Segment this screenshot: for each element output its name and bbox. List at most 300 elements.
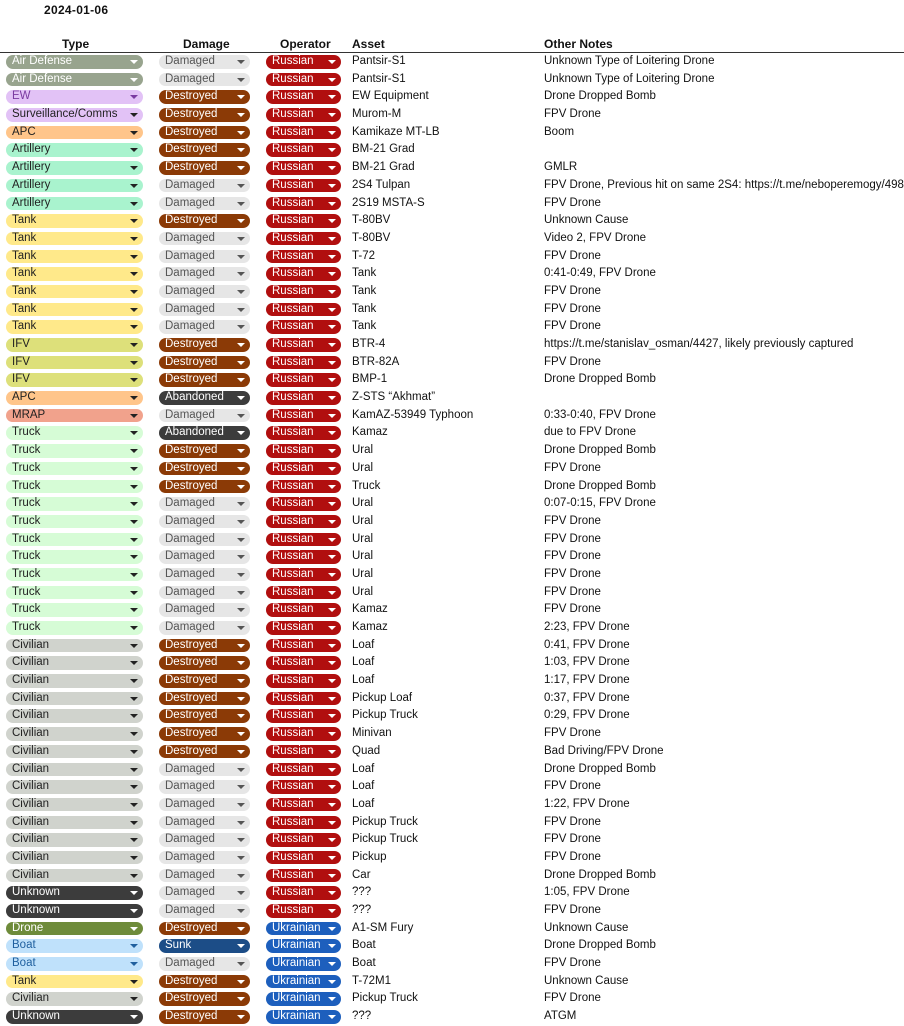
operator-value: Russian — [272, 249, 314, 262]
asset-cell: BTR-82A — [352, 355, 400, 368]
operator-dropdown[interactable] — [266, 727, 341, 741]
table-row — [0, 566, 904, 584]
type-dropdown[interactable] — [6, 692, 143, 706]
damage-value: Destroyed — [165, 143, 218, 156]
operator-value: Russian — [272, 214, 314, 227]
damage-dropdown[interactable] — [159, 391, 250, 405]
asset-cell: Pickup Truck — [352, 815, 418, 828]
notes-cell: 1:03, FPV Drone — [544, 656, 630, 669]
type-dropdown[interactable] — [6, 939, 143, 953]
operator-dropdown[interactable] — [266, 621, 341, 635]
table-row — [0, 195, 904, 213]
damage-dropdown[interactable] — [159, 533, 250, 547]
damage-dropdown[interactable] — [159, 674, 250, 688]
asset-cell: Pickup — [352, 850, 387, 863]
asset-cell: 2S19 MSTA-S — [352, 196, 425, 209]
damage-dropdown[interactable] — [159, 586, 250, 600]
type-dropdown[interactable] — [6, 886, 143, 900]
operator-dropdown[interactable] — [266, 409, 341, 423]
notes-cell: Drone Dropped Bomb — [544, 479, 656, 492]
type-value: Tank — [12, 267, 37, 280]
operator-dropdown[interactable] — [266, 533, 341, 547]
operator-dropdown[interactable] — [266, 303, 341, 317]
damage-value: Damaged — [165, 408, 215, 421]
dropdown-arrow-icon — [237, 997, 245, 1001]
operator-dropdown[interactable] — [266, 73, 341, 87]
operator-dropdown[interactable] — [266, 356, 341, 370]
dropdown-arrow-icon — [130, 308, 138, 312]
type-dropdown[interactable] — [6, 763, 143, 777]
table-row — [0, 318, 904, 336]
operator-value: Russian — [272, 302, 314, 315]
damage-value: Damaged — [165, 904, 215, 916]
operator-dropdown[interactable] — [266, 444, 341, 458]
damage-dropdown[interactable] — [159, 568, 250, 582]
damage-dropdown[interactable] — [159, 833, 250, 847]
dropdown-arrow-icon — [130, 467, 138, 471]
type-dropdown[interactable] — [6, 426, 143, 440]
type-dropdown[interactable] — [6, 356, 143, 370]
damage-dropdown[interactable] — [159, 975, 250, 989]
damage-dropdown[interactable] — [159, 214, 250, 228]
damage-value: Damaged — [165, 797, 215, 810]
operator-dropdown[interactable] — [266, 745, 341, 759]
dropdown-arrow-icon — [130, 290, 138, 294]
type-dropdown[interactable] — [6, 550, 143, 564]
dropdown-arrow-icon — [237, 909, 245, 913]
damage-dropdown[interactable] — [159, 285, 250, 299]
damage-dropdown[interactable] — [159, 444, 250, 458]
type-dropdown[interactable] — [6, 267, 143, 281]
asset-cell: Ural — [352, 444, 374, 457]
operator-dropdown[interactable] — [266, 568, 341, 582]
type-dropdown[interactable] — [6, 480, 143, 494]
notes-cell: FPV Drone — [544, 567, 601, 580]
dropdown-arrow-icon — [237, 343, 245, 347]
type-value: Tank — [12, 974, 37, 987]
type-dropdown[interactable] — [6, 462, 143, 476]
damage-value: Damaged — [165, 868, 215, 881]
operator-dropdown[interactable] — [266, 462, 341, 476]
type-dropdown[interactable] — [6, 957, 143, 971]
damage-value: Damaged — [165, 585, 215, 598]
type-dropdown[interactable] — [6, 1010, 143, 1024]
notes-cell: FPV Drone — [544, 284, 601, 297]
table-row — [0, 672, 904, 690]
damage-dropdown[interactable] — [159, 1010, 250, 1024]
type-dropdown[interactable] — [6, 126, 143, 140]
dropdown-arrow-icon — [237, 308, 245, 312]
damage-dropdown[interactable] — [159, 780, 250, 794]
operator-dropdown[interactable] — [266, 550, 341, 564]
type-dropdown[interactable] — [6, 143, 143, 157]
damage-dropdown[interactable] — [159, 515, 250, 529]
damage-dropdown[interactable] — [159, 709, 250, 723]
notes-cell: 0:41-0:49, FPV Drone — [544, 267, 656, 280]
damage-dropdown[interactable] — [159, 621, 250, 635]
type-dropdown[interactable] — [6, 214, 143, 228]
damage-dropdown[interactable] — [159, 550, 250, 564]
damage-dropdown[interactable] — [159, 250, 250, 264]
operator-dropdown[interactable] — [266, 108, 341, 122]
type-dropdown[interactable] — [6, 197, 143, 211]
operator-dropdown[interactable] — [266, 639, 341, 653]
operator-dropdown[interactable] — [266, 1010, 341, 1024]
damage-dropdown[interactable] — [159, 126, 250, 140]
dropdown-arrow-icon — [237, 661, 245, 665]
damage-dropdown[interactable] — [159, 90, 250, 104]
dropdown-arrow-icon — [130, 502, 138, 506]
table-row — [0, 531, 904, 549]
operator-dropdown[interactable] — [266, 603, 341, 617]
operator-dropdown[interactable] — [266, 320, 341, 334]
type-dropdown[interactable] — [6, 816, 143, 830]
dropdown-arrow-icon — [237, 1015, 245, 1019]
type-value: Air Defense — [12, 55, 73, 67]
dropdown-arrow-icon — [328, 750, 336, 754]
notes-cell: 1:22, FPV Drone — [544, 797, 630, 810]
dropdown-arrow-icon — [328, 290, 336, 294]
operator-value: Russian — [272, 143, 314, 156]
damage-value: Damaged — [165, 957, 215, 970]
damage-dropdown[interactable] — [159, 922, 250, 936]
damage-value: Damaged — [165, 833, 215, 846]
damage-dropdown[interactable] — [159, 851, 250, 865]
operator-dropdown[interactable] — [266, 992, 341, 1006]
operator-value: Ukrainian — [272, 974, 321, 987]
dropdown-arrow-icon — [237, 697, 245, 701]
notes-cell: FPV Drone — [544, 320, 601, 333]
dropdown-arrow-icon — [130, 909, 138, 913]
damage-value: Abandoned — [165, 391, 224, 404]
type-dropdown[interactable] — [6, 727, 143, 741]
report-date: 2024-01-06 — [44, 3, 109, 17]
operator-dropdown[interactable] — [266, 780, 341, 794]
operator-value: Russian — [272, 90, 314, 103]
table-row — [0, 513, 904, 531]
damage-value: Damaged — [165, 178, 215, 191]
operator-dropdown[interactable] — [266, 851, 341, 865]
notes-cell: Drone Dropped Bomb — [544, 90, 656, 103]
dropdown-arrow-icon — [237, 644, 245, 648]
type-dropdown[interactable] — [6, 161, 143, 175]
damage-dropdown[interactable] — [159, 603, 250, 617]
dropdown-arrow-icon — [130, 750, 138, 754]
damage-dropdown[interactable] — [159, 320, 250, 334]
type-dropdown[interactable] — [6, 409, 143, 423]
type-dropdown[interactable] — [6, 745, 143, 759]
type-dropdown[interactable] — [6, 621, 143, 635]
damage-dropdown[interactable] — [159, 692, 250, 706]
asset-cell: Pickup Truck — [352, 709, 418, 722]
damage-dropdown[interactable] — [159, 303, 250, 317]
dropdown-arrow-icon — [130, 485, 138, 489]
damage-dropdown[interactable] — [159, 816, 250, 830]
damage-dropdown[interactable] — [159, 179, 250, 193]
column-header-notes: Other Notes — [544, 37, 613, 51]
operator-dropdown[interactable] — [266, 656, 341, 670]
dropdown-arrow-icon — [237, 538, 245, 542]
type-value: Artillery — [12, 161, 51, 174]
damage-dropdown[interactable] — [159, 55, 250, 69]
operator-dropdown[interactable] — [266, 250, 341, 264]
type-dropdown[interactable] — [6, 975, 143, 989]
operator-dropdown[interactable] — [266, 798, 341, 812]
dropdown-arrow-icon — [237, 219, 245, 223]
operator-value: Ukrainian — [272, 957, 321, 970]
dropdown-arrow-icon — [237, 679, 245, 683]
dropdown-arrow-icon — [130, 361, 138, 365]
dropdown-arrow-icon — [328, 60, 336, 64]
operator-dropdown[interactable] — [266, 391, 341, 405]
operator-dropdown[interactable] — [266, 833, 341, 847]
damage-dropdown[interactable] — [159, 656, 250, 670]
type-dropdown[interactable] — [6, 869, 143, 883]
damage-dropdown[interactable] — [159, 267, 250, 281]
operator-dropdown[interactable] — [266, 904, 341, 918]
operator-dropdown[interactable] — [266, 90, 341, 104]
operator-dropdown[interactable] — [266, 426, 341, 440]
type-value: Civilian — [12, 709, 50, 722]
operator-dropdown[interactable] — [266, 126, 341, 140]
type-dropdown[interactable] — [6, 179, 143, 193]
table-row — [0, 283, 904, 301]
type-dropdown[interactable] — [6, 250, 143, 264]
operator-dropdown[interactable] — [266, 179, 341, 193]
dropdown-arrow-icon — [130, 78, 138, 82]
damage-dropdown[interactable] — [159, 409, 250, 423]
dropdown-arrow-icon — [328, 927, 336, 931]
operator-dropdown[interactable] — [266, 816, 341, 830]
operator-dropdown[interactable] — [266, 480, 341, 494]
operator-dropdown[interactable] — [266, 886, 341, 900]
type-value: Truck — [12, 426, 41, 439]
operator-dropdown[interactable] — [266, 232, 341, 246]
operator-value: Russian — [272, 532, 314, 545]
damage-dropdown[interactable] — [159, 161, 250, 175]
type-dropdown[interactable] — [6, 373, 143, 387]
damage-dropdown[interactable] — [159, 497, 250, 511]
damage-value: Destroyed — [165, 727, 218, 740]
damage-dropdown[interactable] — [159, 338, 250, 352]
dropdown-arrow-icon — [130, 431, 138, 435]
operator-value: Russian — [272, 497, 314, 510]
damage-dropdown[interactable] — [159, 886, 250, 900]
type-dropdown[interactable] — [6, 533, 143, 547]
dropdown-arrow-icon — [130, 573, 138, 577]
operator-dropdown[interactable] — [266, 267, 341, 281]
notes-cell: ATGM — [544, 1010, 577, 1023]
dropdown-arrow-icon — [328, 308, 336, 312]
type-dropdown[interactable] — [6, 656, 143, 670]
damage-dropdown[interactable] — [159, 426, 250, 440]
operator-dropdown[interactable] — [266, 338, 341, 352]
asset-cell: T-72M1 — [352, 974, 391, 987]
dropdown-arrow-icon — [237, 272, 245, 276]
dropdown-arrow-icon — [130, 449, 138, 453]
damage-value: Damaged — [165, 621, 215, 633]
dropdown-arrow-icon — [130, 927, 138, 931]
damage-dropdown[interactable] — [159, 639, 250, 653]
operator-value: Russian — [272, 621, 314, 633]
operator-dropdown[interactable] — [266, 515, 341, 529]
type-dropdown[interactable] — [6, 338, 143, 352]
type-dropdown[interactable] — [6, 780, 143, 794]
dropdown-arrow-icon — [237, 431, 245, 435]
notes-cell: Drone Dropped Bomb — [544, 939, 656, 952]
type-dropdown[interactable] — [6, 444, 143, 458]
damage-dropdown[interactable] — [159, 197, 250, 211]
type-dropdown[interactable] — [6, 303, 143, 317]
operator-dropdown[interactable] — [266, 497, 341, 511]
damage-value: Destroyed — [165, 709, 218, 722]
type-dropdown[interactable] — [6, 568, 143, 582]
type-dropdown[interactable] — [6, 232, 143, 246]
damage-dropdown[interactable] — [159, 143, 250, 157]
type-dropdown[interactable] — [6, 320, 143, 334]
dropdown-arrow-icon — [328, 343, 336, 347]
operator-value: Russian — [272, 833, 314, 846]
operator-dropdown[interactable] — [266, 197, 341, 211]
asset-cell: Car — [352, 868, 371, 881]
asset-cell: Ural — [352, 461, 374, 474]
table-row — [0, 141, 904, 159]
asset-cell: Tank — [352, 284, 377, 297]
damage-value: Destroyed — [165, 444, 218, 457]
damage-value: Damaged — [165, 886, 215, 899]
operator-dropdown[interactable] — [266, 373, 341, 387]
type-dropdown[interactable] — [6, 851, 143, 865]
damage-dropdown[interactable] — [159, 356, 250, 370]
type-dropdown[interactable] — [6, 798, 143, 812]
dropdown-arrow-icon — [328, 166, 336, 170]
dropdown-arrow-icon — [237, 485, 245, 489]
type-dropdown[interactable] — [6, 709, 143, 723]
operator-dropdown[interactable] — [266, 709, 341, 723]
type-dropdown[interactable] — [6, 108, 143, 122]
damage-value: Damaged — [165, 196, 215, 209]
damage-dropdown[interactable] — [159, 957, 250, 971]
dropdown-arrow-icon — [328, 962, 336, 966]
damage-dropdown[interactable] — [159, 869, 250, 883]
column-header-operator: Operator — [280, 37, 331, 51]
operator-dropdown[interactable] — [266, 975, 341, 989]
dropdown-arrow-icon — [130, 60, 138, 64]
table-row — [0, 124, 904, 142]
damage-dropdown[interactable] — [159, 939, 250, 953]
operator-value: Russian — [272, 674, 314, 687]
type-dropdown[interactable] — [6, 992, 143, 1006]
type-dropdown[interactable] — [6, 603, 143, 617]
type-dropdown[interactable] — [6, 391, 143, 405]
table-row — [0, 920, 904, 938]
damage-dropdown[interactable] — [159, 462, 250, 476]
operator-value: Russian — [272, 231, 314, 244]
dropdown-arrow-icon — [130, 95, 138, 99]
table-row — [0, 814, 904, 832]
notes-cell: FPV Drone — [544, 992, 601, 1005]
dropdown-arrow-icon — [130, 838, 138, 842]
operator-dropdown[interactable] — [266, 214, 341, 228]
operator-dropdown[interactable] — [266, 692, 341, 706]
damage-dropdown[interactable] — [159, 798, 250, 812]
operator-dropdown[interactable] — [266, 674, 341, 688]
table-row — [0, 159, 904, 177]
dropdown-arrow-icon — [328, 131, 336, 135]
type-dropdown[interactable] — [6, 904, 143, 918]
dropdown-arrow-icon — [130, 1015, 138, 1019]
type-value: Artillery — [12, 178, 51, 191]
dropdown-arrow-icon — [130, 219, 138, 223]
asset-cell: ??? — [352, 1010, 372, 1023]
type-dropdown[interactable] — [6, 90, 143, 104]
dropdown-arrow-icon — [328, 1015, 336, 1019]
dropdown-arrow-icon — [328, 202, 336, 206]
damage-dropdown[interactable] — [159, 745, 250, 759]
type-dropdown[interactable] — [6, 586, 143, 600]
operator-value: Russian — [272, 744, 314, 757]
damage-dropdown[interactable] — [159, 108, 250, 122]
dropdown-arrow-icon — [130, 202, 138, 206]
dropdown-arrow-icon — [130, 679, 138, 683]
damage-dropdown[interactable] — [159, 904, 250, 918]
operator-dropdown[interactable] — [266, 161, 341, 175]
operator-dropdown[interactable] — [266, 586, 341, 600]
type-dropdown[interactable] — [6, 515, 143, 529]
dropdown-arrow-icon — [328, 997, 336, 1001]
damage-value: Sunk — [165, 939, 192, 952]
operator-dropdown[interactable] — [266, 957, 341, 971]
operator-dropdown[interactable] — [266, 55, 341, 69]
operator-dropdown[interactable] — [266, 763, 341, 777]
table-row — [0, 548, 904, 566]
dropdown-arrow-icon — [130, 166, 138, 170]
damage-dropdown[interactable] — [159, 73, 250, 87]
type-dropdown[interactable] — [6, 833, 143, 847]
notes-cell: 0:41, FPV Drone — [544, 638, 630, 651]
operator-value: Russian — [272, 850, 314, 863]
operator-dropdown[interactable] — [266, 285, 341, 299]
operator-value: Russian — [272, 603, 314, 616]
notes-cell: due to FPV Drone — [544, 426, 637, 439]
damage-dropdown[interactable] — [159, 480, 250, 494]
operator-dropdown[interactable] — [266, 939, 341, 953]
dropdown-arrow-icon — [237, 237, 245, 241]
type-dropdown[interactable] — [6, 639, 143, 653]
asset-cell: Pickup Loaf — [352, 691, 413, 704]
damage-dropdown[interactable] — [159, 373, 250, 387]
type-dropdown[interactable] — [6, 922, 143, 936]
type-dropdown[interactable] — [6, 674, 143, 688]
type-dropdown[interactable] — [6, 73, 143, 87]
operator-dropdown[interactable] — [266, 922, 341, 936]
type-dropdown[interactable] — [6, 497, 143, 511]
table-row — [0, 336, 904, 354]
operator-dropdown[interactable] — [266, 143, 341, 157]
asset-cell: EW Equipment — [352, 90, 429, 103]
type-dropdown[interactable] — [6, 55, 143, 69]
operator-value: Russian — [272, 585, 314, 598]
damage-dropdown[interactable] — [159, 763, 250, 777]
damage-dropdown[interactable] — [159, 992, 250, 1006]
damage-dropdown[interactable] — [159, 232, 250, 246]
type-dropdown[interactable] — [6, 285, 143, 299]
type-value: Truck — [12, 585, 41, 598]
table-body — [0, 53, 904, 1026]
operator-dropdown[interactable] — [266, 869, 341, 883]
damage-dropdown[interactable] — [159, 727, 250, 741]
dropdown-arrow-icon — [237, 874, 245, 878]
